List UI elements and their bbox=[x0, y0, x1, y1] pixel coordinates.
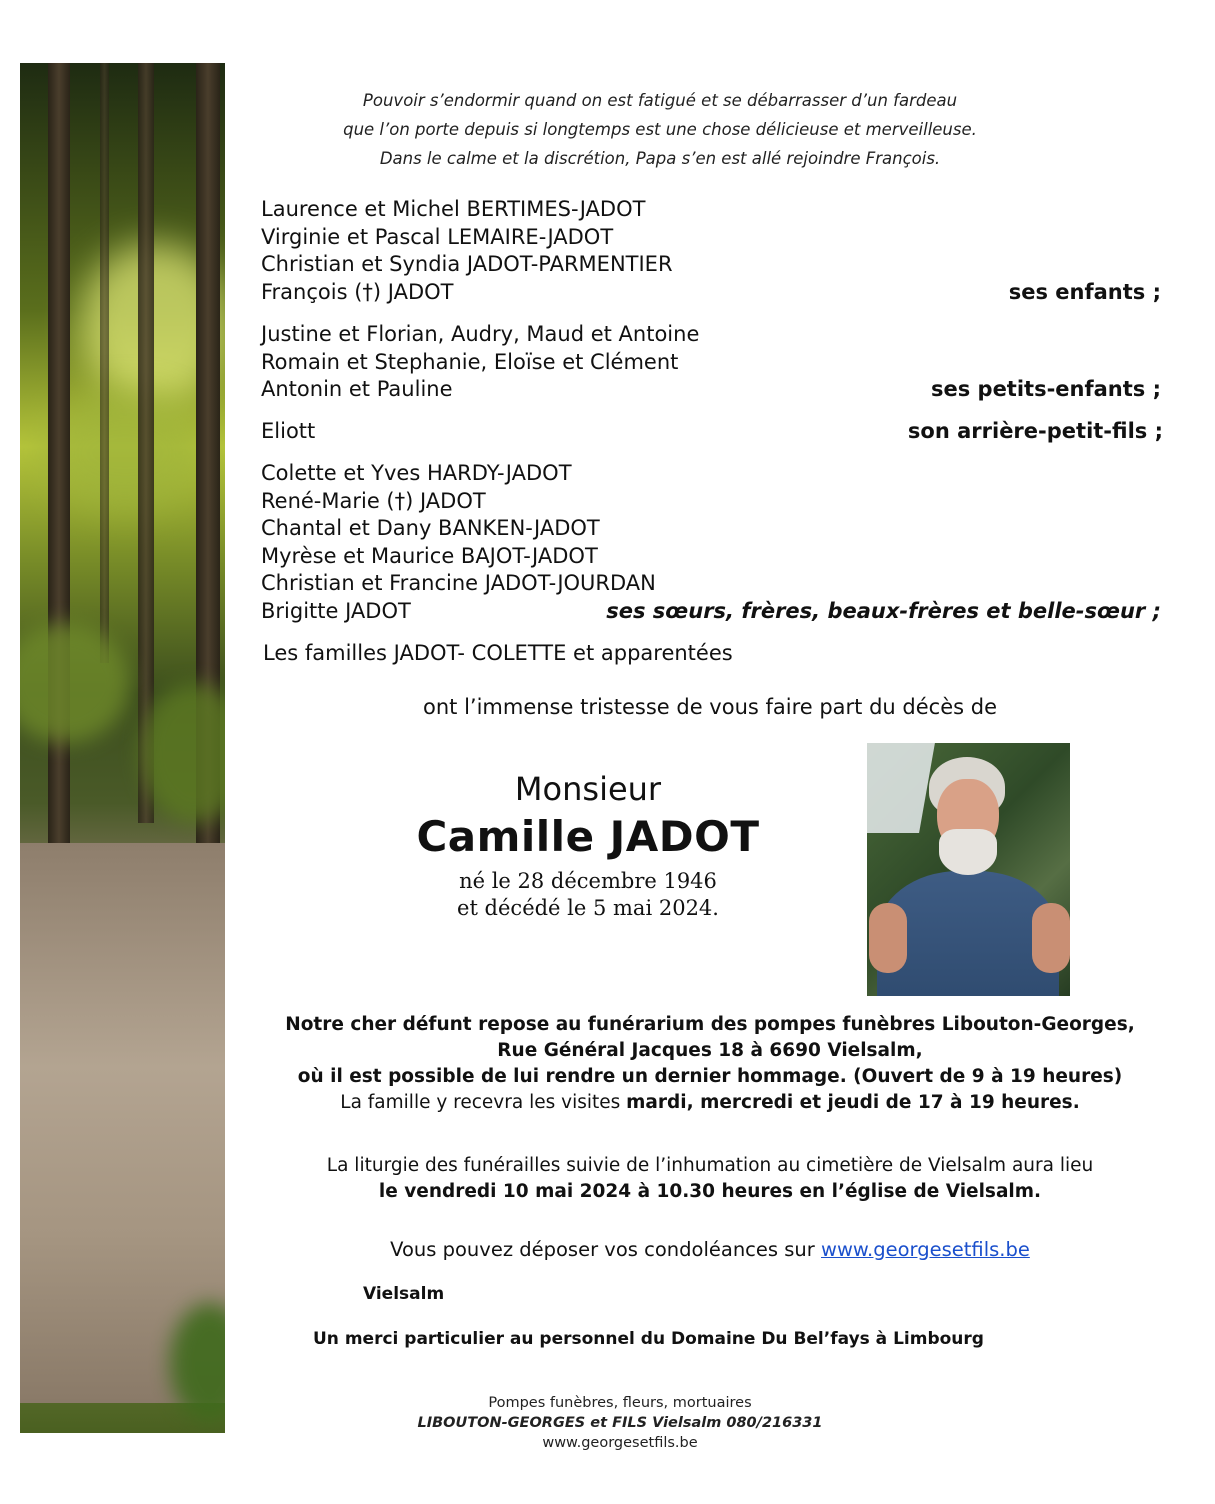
family-member: René-Marie (†) JADOT bbox=[261, 488, 486, 513]
footer-company bbox=[340, 1413, 900, 1453]
announcement: ont l’immense tristesse de vous faire part du décès de bbox=[423, 695, 997, 719]
death-date: et décédé le 5 mai 2024. bbox=[457, 896, 719, 920]
relation-label: ses sœurs, frères, beaux-frères et belle-sœur ; bbox=[606, 599, 1161, 623]
family-children bbox=[261, 196, 1161, 306]
family-member: Virginie et Pascal LEMAIRE-JADOT bbox=[261, 224, 614, 249]
relation-label: ses petits-enfants ; bbox=[930, 377, 1161, 401]
family-others bbox=[263, 640, 1163, 668]
visitation-info bbox=[280, 1012, 1140, 1116]
condolences bbox=[280, 1237, 1140, 1263]
footer-website: www.georgesetfils.be bbox=[542, 1435, 698, 1451]
birth-date: né le 28 décembre 1946 bbox=[459, 869, 717, 893]
family-member: Myrèse et Maurice BAJOT-JADOT bbox=[261, 543, 598, 568]
visitation-line: Notre cher défunt repose au funérarium des pompes funèbres Libouton-Georges, bbox=[285, 1014, 1135, 1035]
footer bbox=[340, 1393, 900, 1453]
family-grandchildren bbox=[261, 321, 1161, 404]
family-member: François (†) JADOT bbox=[261, 279, 454, 304]
footer-services: Pompes funèbres, fleurs, mortuaires bbox=[488, 1395, 752, 1411]
deceased-name: Camille JADOT bbox=[416, 812, 760, 861]
visitation-line: Rue Général Jacques 18 à 6690 Vielsalm, bbox=[497, 1040, 923, 1061]
forest-path-image bbox=[20, 63, 225, 1433]
relation-label: son arrière-petit-fils ; bbox=[907, 419, 1163, 443]
visiting-hours-prefix: La famille y recevra les visites bbox=[340, 1092, 627, 1113]
family-member: Romain et Stephanie, Eloïse et Clément bbox=[261, 349, 679, 374]
funeral-line: La liturgie des funérailles suivie de l’inhumation au cimetière de Vielsalm aura lieu bbox=[326, 1155, 1094, 1176]
funeral-info bbox=[280, 1153, 1140, 1205]
quote-line: que l’on porte depuis si longtemps est une chose délicieuse et merveilleuse. bbox=[343, 120, 977, 139]
family-member: Colette et Yves HARDY-JADOT bbox=[261, 461, 572, 485]
family-member: Antonin et Pauline bbox=[261, 377, 453, 401]
place: Vielsalm bbox=[363, 1284, 445, 1304]
visiting-hours-days: mardi, mercredi et jeudi de 17 à 19 heures. bbox=[626, 1092, 1080, 1113]
relation-label: ses enfants ; bbox=[1008, 280, 1161, 304]
family-member: Brigitte JADOT bbox=[261, 598, 411, 623]
quote-line: Pouvoir s’endormir quand on est fatigué et se débarrasser d’un fardeau bbox=[362, 91, 958, 110]
family-member: Laurence et Michel BERTIMES-JADOT bbox=[261, 197, 646, 221]
footer-company-name: LIBOUTON-GEORGES et FILS Vielsalm 080/216331 bbox=[417, 1415, 823, 1431]
opening-quote bbox=[255, 86, 1065, 173]
family-member: Eliott bbox=[261, 419, 316, 443]
thanks-note: Un merci particulier au personnel du Domaine Du Bel’fays à Limbourg bbox=[313, 1329, 984, 1349]
condolences-link[interactable]: www.georgesetfils.be bbox=[821, 1238, 1030, 1261]
family-member: Chantal et Dany BANKEN-JADOT bbox=[261, 516, 600, 540]
visiting-hours bbox=[280, 1090, 1140, 1116]
deceased-title: Monsieur bbox=[514, 770, 662, 808]
deceased-portrait-photo bbox=[867, 743, 1070, 996]
family-member: Christian et Syndia JADOT-PARMENTIER bbox=[261, 252, 673, 276]
quote-line: Dans le calme et la discrétion, Papa s’en est allé rejoindre François. bbox=[379, 149, 941, 168]
funeral-date: le vendredi 10 mai 2024 à 10.30 heures en l’église de Vielsalm. bbox=[378, 1181, 1042, 1202]
family-siblings bbox=[261, 460, 1161, 625]
visitation-line: où il est possible de lui rendre un dernier hommage. (Ouvert de 9 à 19 heures) bbox=[297, 1066, 1123, 1087]
deceased-dates bbox=[400, 868, 776, 922]
family-member: Justine et Florian, Audry, Maud et Antoine bbox=[261, 322, 700, 346]
condolences-text: Vous pouvez déposer vos condoléances sur bbox=[390, 1238, 821, 1261]
family-member: Christian et Francine JADOT-JOURDAN bbox=[261, 571, 656, 595]
family-member: Les familles JADOT- COLETTE et apparentées bbox=[263, 641, 733, 665]
family-great-grandchild bbox=[261, 418, 1163, 446]
